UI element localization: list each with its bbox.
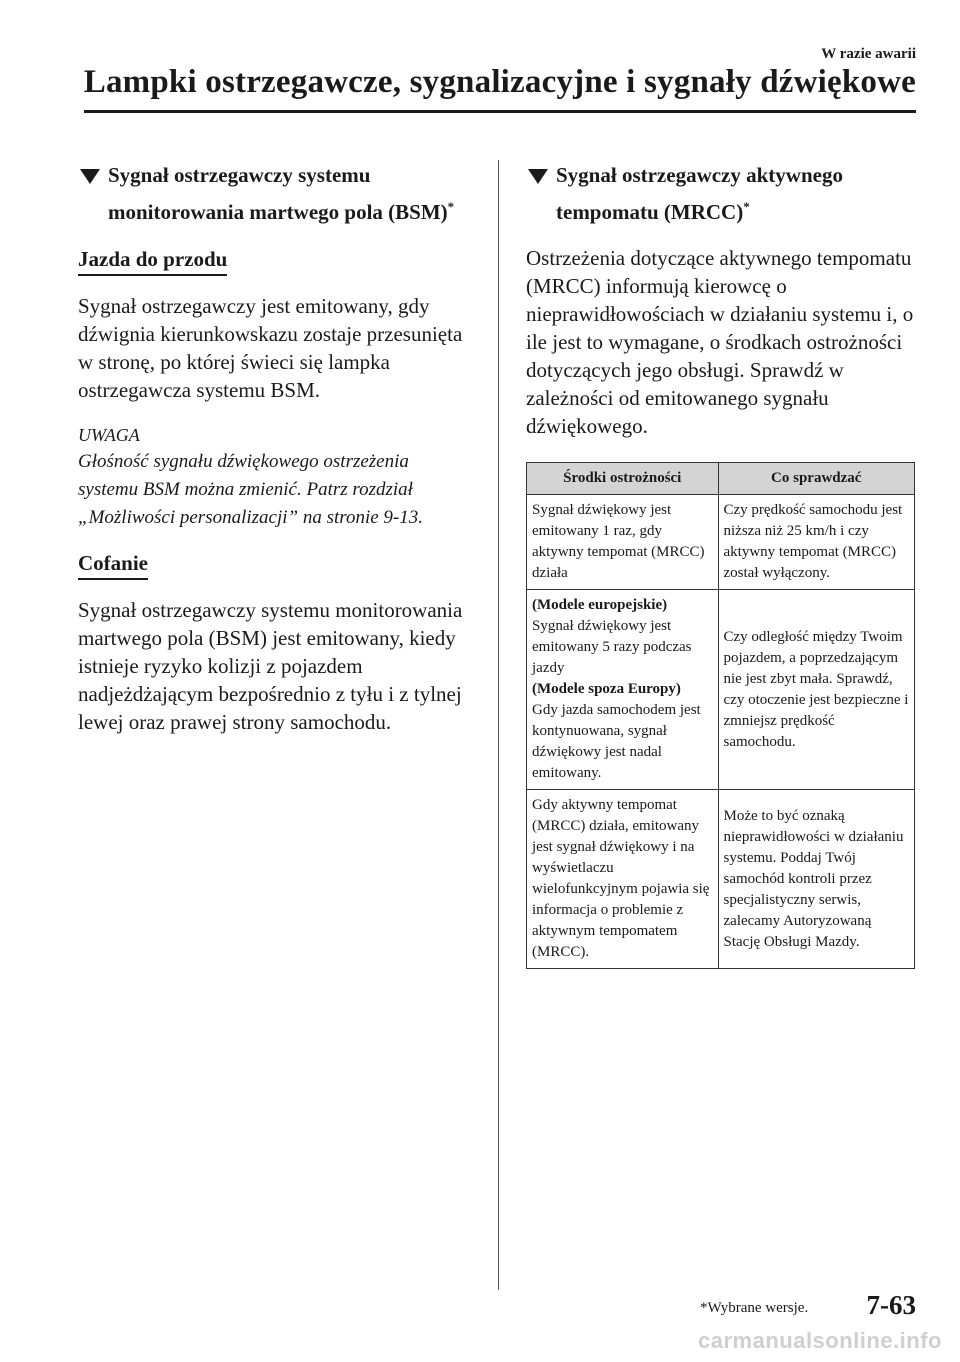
cell-text: Gdy jazda samochodem jest kontynuowana, sygnał dźwiękowy jest nadal emitowany. <box>532 702 701 781</box>
reverse-paragraph: Sygnał ostrzegawczy systemu monitorowania martwego pola (BSM) jest emitowany, kiedy istnieje ryzyko kolizji z pojazdem nadjeżdżającym bezpośrednio z tyłu i z tylnej lewej oraz prawej strony samochodu. <box>78 598 463 734</box>
table-cell: Czy odległość między Twoim pojazdem, a poprzedzającym nie jest zbyt mała. Sprawdź, czy otoczenie jest bezpieczne i zmniejsz prędkość samochodu. <box>718 590 915 790</box>
table-header-row <box>527 463 915 495</box>
table-row <box>527 590 915 790</box>
triangle-bullet-icon <box>528 169 548 184</box>
mrcc-heading <box>526 160 921 228</box>
footer-note: *Wybrane wersje. <box>700 1300 809 1316</box>
table-row <box>527 790 915 969</box>
forward-paragraph: Sygnał ostrzegawczy jest emitowany, gdy dźwignia kierunkowskazu zostaje przesunięta w stronę, po której świeci się lampka ostrzegawcza systemu BSM. <box>78 294 463 402</box>
table-header: Środki ostrożności <box>527 463 719 495</box>
subheading-forward: Jazda do przodu <box>78 246 227 276</box>
table-header: Co sprawdzać <box>718 463 915 495</box>
bsm-heading <box>78 160 473 228</box>
warning-table <box>526 462 915 969</box>
page-number: 7-63 <box>866 1290 916 1320</box>
title-rule <box>84 110 916 113</box>
subheading-reverse: Cofanie <box>78 550 148 580</box>
watermark: carmanualsonline.info <box>698 1328 942 1353</box>
table-row <box>527 495 915 590</box>
section-label: W razie awarii <box>821 46 916 62</box>
cell-text: Sygnał dźwiękowy jest emitowany 5 razy podczas jazdy <box>532 618 692 676</box>
optional-mark: * <box>743 199 750 214</box>
optional-mark: * <box>447 199 455 214</box>
table-cell: Gdy aktywny tempomat (MRCC) działa, emitowany jest sygnał dźwiękowy i na wyświetlaczu wielofunkcyjnym pojawia się informacja o problemie z aktywnym tempomatem (MRCC). <box>527 790 719 969</box>
mrcc-paragraph: Ostrzeżenia dotyczące aktywnego tempomatu (MRCC) informują kierowcę o nieprawidłowościach w działaniu systemu i, o ile jest to wymagane, o środkach ostrożności dotyczących jego obsługi. Sprawdź w zależności od emitowanego sygnału dźwiękowego. <box>526 246 914 438</box>
left-column <box>78 160 473 736</box>
table-cell: Może to być oznaką nieprawidłowości w działaniu systemu. Poddaj Twój samochód kontroli przez specjalistyczny serwis, zalecamy Autoryzowaną Stację Obsługi Mazdy. <box>718 790 915 969</box>
cell-subheading: (Modele europejskie) <box>532 597 668 613</box>
column-divider <box>498 160 499 1290</box>
bsm-heading-text: Sygnał ostrzegawczy systemu monitorowania martwego pola (BSM) <box>108 163 448 224</box>
cell-subheading: (Modele spoza Europy) <box>532 681 681 697</box>
table-cell: Czy prędkość samochodu jest niższa niż 25 km/h i czy aktywny tempomat (MRCC) został wyłączony. <box>718 495 915 590</box>
triangle-bullet-icon <box>80 169 100 184</box>
note-text: Głośność sygnału dźwiękowego ostrzeżenia systemu BSM można zmienić. Patrz rozdział „Możliwości personalizacji” na stronie 9-13. <box>78 451 424 528</box>
page-title: Lampki ostrzegawcze, sygnalizacyjne i sygnały dźwiękowe <box>83 64 916 100</box>
table-cell <box>527 590 719 790</box>
table-cell: Sygnał dźwiękowy jest emitowany 1 raz, gdy aktywny tempomat (MRCC) działa <box>527 495 719 590</box>
mrcc-heading-text: Sygnał ostrzegawczy aktywnego tempomatu (MRCC) <box>556 163 843 224</box>
note-label: UWAGA <box>78 425 140 445</box>
right-column <box>526 160 921 969</box>
